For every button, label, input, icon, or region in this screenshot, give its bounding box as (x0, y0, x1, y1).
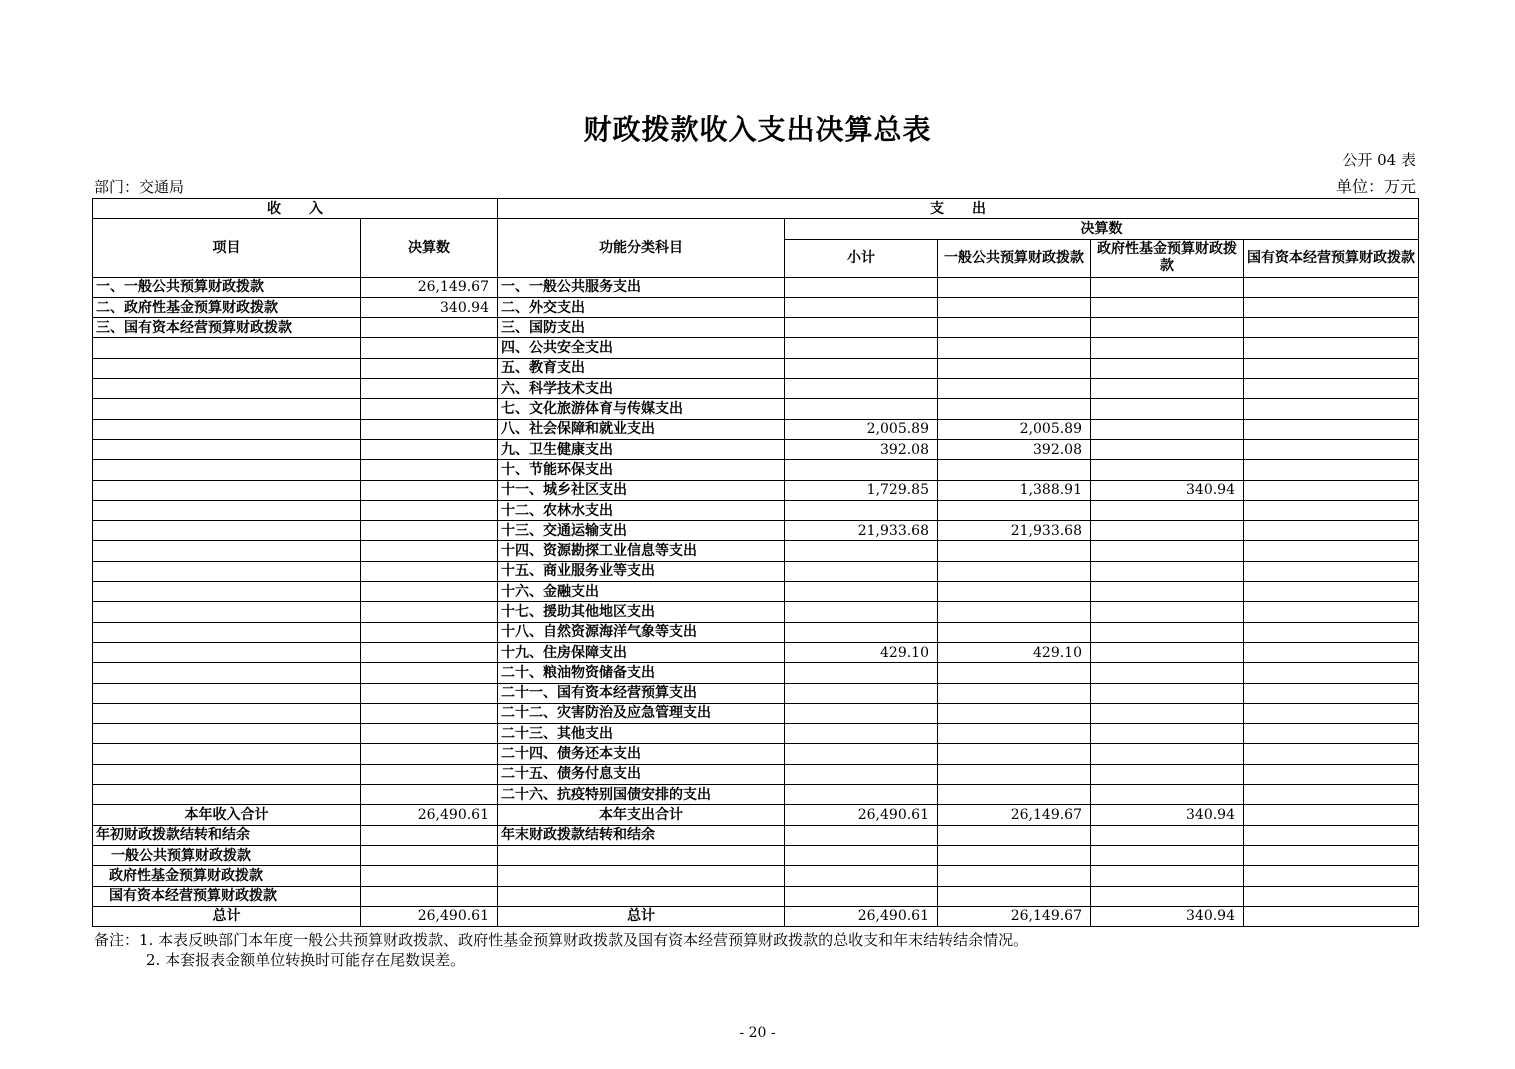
table-row (93, 561, 1419, 581)
amount-cell (938, 845, 1091, 865)
subtotal-cell (785, 602, 938, 622)
function-category-cell: 十一、城乡社区支出 (498, 480, 785, 500)
amount-cell (1091, 825, 1244, 845)
table-row (93, 521, 1419, 541)
function-category-cell: 十四、资源勘探工业信息等支出 (498, 541, 785, 561)
amount-cell (1244, 845, 1419, 865)
function-category-cell: 五、教育支出 (498, 358, 785, 378)
government-fund-cell (1091, 561, 1244, 581)
government-fund-cell (1091, 338, 1244, 358)
general-budget-cell (938, 399, 1091, 419)
table-row (93, 906, 1419, 926)
notes (94, 930, 1028, 970)
state-capital-cell (1244, 297, 1419, 317)
state-capital-cell (1244, 480, 1419, 500)
government-fund-cell (1091, 419, 1244, 439)
government-fund-cell (1091, 318, 1244, 338)
income-item-cell (93, 419, 361, 439)
state-capital-cell (1244, 358, 1419, 378)
state-capital-cell (1244, 277, 1419, 297)
income-item-cell (93, 785, 361, 805)
government-fund-cell (1091, 683, 1244, 703)
table-row (93, 602, 1419, 622)
function-category-cell: 一、一般公共服务支出 (498, 277, 785, 297)
income-amount-cell (361, 845, 498, 865)
general-budget-cell (938, 338, 1091, 358)
table-row (93, 358, 1419, 378)
amount-cell (1244, 886, 1419, 906)
department-label: 部门：交通局 (94, 178, 185, 196)
function-category-cell: 十八、自然资源海洋气象等支出 (498, 622, 785, 642)
general-budget-cell: 1,388.91 (938, 480, 1091, 500)
income-amount-cell (361, 541, 498, 561)
function-category-cell: 六、科学技术支出 (498, 379, 785, 399)
amount-cell (1091, 866, 1244, 886)
table-row (93, 764, 1419, 784)
state-capital-cell (1244, 785, 1419, 805)
carry-forward-sub-item-cell: 政府性基金预算财政拨款 (93, 866, 361, 886)
amount-cell (938, 866, 1091, 886)
state-capital-cell (1244, 602, 1419, 622)
table-row (93, 683, 1419, 703)
government-fund-cell (1091, 785, 1244, 805)
subtotal-cell (785, 358, 938, 378)
subtotal-cell (785, 318, 938, 338)
subtotal-cell: 26,490.61 (785, 805, 938, 825)
function-category-cell: 二十一、国有资本经营预算支出 (498, 683, 785, 703)
state-capital-cell (1244, 744, 1419, 764)
subtotal-cell: 21,933.68 (785, 521, 938, 541)
subtotal-cell: 429.10 (785, 642, 938, 662)
subtotal-cell (785, 622, 938, 642)
income-item-cell (93, 582, 361, 602)
state-capital-cell (1244, 521, 1419, 541)
income-item-cell (93, 683, 361, 703)
general-budget-cell (938, 724, 1091, 744)
subtotal-cell (785, 785, 938, 805)
general-budget-cell (938, 318, 1091, 338)
carry-forward-beginning-cell: 年初财政拨款结转和结余 (93, 825, 361, 845)
income-item-cell: 二、政府性基金预算财政拨款 (93, 297, 361, 317)
function-category-cell: 十五、商业服务业等支出 (498, 561, 785, 581)
function-category-cell: 十二、农林水支出 (498, 500, 785, 520)
amount-cell (785, 866, 938, 886)
budget-summary-table (92, 198, 1419, 927)
function-category-cell: 二十三、其他支出 (498, 724, 785, 744)
income-item-cell (93, 521, 361, 541)
function-category-cell: 二十四、债务还本支出 (498, 744, 785, 764)
general-budget-header: 一般公共预算财政拨款 (938, 239, 1091, 277)
table-row (93, 541, 1419, 561)
final-amount-group-header: 决算数 (785, 219, 1419, 239)
income-amount-cell (361, 439, 498, 459)
state-capital-cell (1244, 460, 1419, 480)
general-budget-cell (938, 277, 1091, 297)
function-category-cell (498, 866, 785, 886)
table-row (93, 886, 1419, 906)
government-fund-cell (1091, 642, 1244, 662)
income-amount-cell (361, 744, 498, 764)
subtotal-cell (785, 744, 938, 764)
subtotal-cell (785, 561, 938, 581)
income-amount-cell (361, 642, 498, 662)
amount-cell (938, 825, 1091, 845)
table-row (93, 399, 1419, 419)
general-budget-cell (938, 663, 1091, 683)
carry-forward-sub-item-cell: 国有资本经营预算财政拨款 (93, 886, 361, 906)
income-amount-cell (361, 866, 498, 886)
function-category-cell: 二十二、灾害防治及应急管理支出 (498, 703, 785, 723)
table-row (93, 419, 1419, 439)
income-item-cell (93, 703, 361, 723)
government-fund-cell (1091, 399, 1244, 419)
income-amount-cell (361, 379, 498, 399)
carry-forward-ending-cell: 年末财政拨款结转和结余 (498, 825, 785, 845)
subtotal-cell (785, 379, 938, 399)
table-row (93, 500, 1419, 520)
table-row (93, 642, 1419, 662)
form-number: 公开 04 表 (1342, 151, 1416, 169)
income-item-cell (93, 500, 361, 520)
income-amount-cell (361, 318, 498, 338)
state-capital-cell (1244, 764, 1419, 784)
table-row (93, 379, 1419, 399)
income-item-cell (93, 724, 361, 744)
subtotal-cell (785, 460, 938, 480)
government-fund-cell (1091, 724, 1244, 744)
general-budget-cell (938, 764, 1091, 784)
function-category-cell: 二十、粮油物资储备支出 (498, 663, 785, 683)
income-item-cell (93, 480, 361, 500)
general-budget-cell: 392.08 (938, 439, 1091, 459)
government-fund-cell (1091, 764, 1244, 784)
income-amount-cell: 26,149.67 (361, 277, 498, 297)
function-category-cell (498, 845, 785, 865)
subtotal-cell (785, 703, 938, 723)
state-capital-cell (1244, 642, 1419, 662)
income-amount-cell (361, 419, 498, 439)
unit-label: 单位：万元 (1335, 177, 1416, 196)
table-row (93, 439, 1419, 459)
subtotal-cell (785, 541, 938, 561)
state-capital-cell (1244, 561, 1419, 581)
government-fund-cell (1091, 439, 1244, 459)
function-category-cell: 三、国防支出 (498, 318, 785, 338)
income-item-cell (93, 379, 361, 399)
table-row (93, 582, 1419, 602)
function-category-cell: 十九、住房保障支出 (498, 642, 785, 662)
state-capital-cell (1244, 805, 1419, 825)
state-capital-cell (1244, 439, 1419, 459)
amount-cell (785, 825, 938, 845)
income-item-cell (93, 663, 361, 683)
table-row (93, 338, 1419, 358)
income-amount-cell (361, 724, 498, 744)
state-capital-cell (1244, 582, 1419, 602)
function-category-cell: 二十五、债务付息支出 (498, 764, 785, 784)
function-category-cell (498, 886, 785, 906)
general-budget-cell (938, 297, 1091, 317)
general-budget-cell: 2,005.89 (938, 419, 1091, 439)
income-item-cell: 总计 (93, 906, 361, 926)
general-budget-cell (938, 500, 1091, 520)
government-fund-cell (1091, 744, 1244, 764)
general-budget-cell (938, 582, 1091, 602)
income-amount-cell (361, 764, 498, 784)
income-amount-cell (361, 663, 498, 683)
income-item-cell (93, 338, 361, 358)
subtotal-cell: 2,005.89 (785, 419, 938, 439)
general-budget-cell (938, 561, 1091, 581)
government-fund-cell (1091, 622, 1244, 642)
government-fund-cell (1091, 663, 1244, 683)
state-capital-header: 国有资本经营预算财政拨款 (1244, 239, 1419, 277)
amount-cell (1244, 866, 1419, 886)
income-amount-cell (361, 582, 498, 602)
function-category-cell: 八、社会保障和就业支出 (498, 419, 785, 439)
state-capital-cell (1244, 906, 1419, 926)
general-budget-cell: 26,149.67 (938, 906, 1091, 926)
income-amount-cell (361, 521, 498, 541)
income-amount-cell (361, 683, 498, 703)
subtotal-cell (785, 683, 938, 703)
amount-cell (785, 886, 938, 906)
state-capital-cell (1244, 724, 1419, 744)
table-row (93, 480, 1419, 500)
state-capital-cell (1244, 318, 1419, 338)
income-item-cell (93, 358, 361, 378)
note-2: 2. 本套报表金额单位转换时可能存在尾数误差。 (146, 951, 466, 969)
general-budget-cell (938, 744, 1091, 764)
income-item-cell (93, 642, 361, 662)
government-fund-cell: 340.94 (1091, 480, 1244, 500)
note-1: 备注：1. 本表反映部门本年度一般公共预算财政拨款、政府性基金预算财政拨款及国有资本经营预算财政拨款的总收支和年末结转结余情况。 (94, 931, 1029, 949)
income-item-cell (93, 460, 361, 480)
income-amount-cell: 340.94 (361, 297, 498, 317)
table-row (93, 297, 1419, 317)
general-budget-cell (938, 541, 1091, 561)
state-capital-cell (1244, 703, 1419, 723)
income-amount-cell: 26,490.61 (361, 906, 498, 926)
general-budget-cell (938, 622, 1091, 642)
government-fund-cell (1091, 582, 1244, 602)
expense-header: 支 出 (498, 199, 1419, 219)
general-budget-cell (938, 703, 1091, 723)
amount-cell (938, 886, 1091, 906)
subtotal-cell (785, 338, 938, 358)
income-amount-cell: 26,490.61 (361, 805, 498, 825)
income-amount-cell (361, 480, 498, 500)
government-fund-cell (1091, 521, 1244, 541)
income-item-cell (93, 561, 361, 581)
subtotal-header: 小计 (785, 239, 938, 277)
function-category-cell: 九、卫生健康支出 (498, 439, 785, 459)
item-header: 项目 (93, 219, 361, 277)
subtotal-cell (785, 764, 938, 784)
table-row (93, 703, 1419, 723)
state-capital-cell (1244, 541, 1419, 561)
table-row (93, 845, 1419, 865)
income-amount-cell (361, 561, 498, 581)
function-category-cell: 七、文化旅游体育与传媒支出 (498, 399, 785, 419)
government-fund-cell (1091, 500, 1244, 520)
general-budget-cell: 21,933.68 (938, 521, 1091, 541)
income-item-cell (93, 764, 361, 784)
income-amount-cell (361, 358, 498, 378)
function-category-cell: 十六、金融支出 (498, 582, 785, 602)
income-amount-cell (361, 399, 498, 419)
table-row (93, 622, 1419, 642)
government-fund-cell (1091, 602, 1244, 622)
government-fund-cell (1091, 358, 1244, 378)
income-amount-cell (361, 785, 498, 805)
general-budget-cell (938, 785, 1091, 805)
income-item-cell: 本年收入合计 (93, 805, 361, 825)
income-item-cell: 一、一般公共预算财政拨款 (93, 277, 361, 297)
government-fund-cell (1091, 703, 1244, 723)
general-budget-cell (938, 358, 1091, 378)
subtotal-cell (785, 277, 938, 297)
subtotal-cell: 26,490.61 (785, 906, 938, 926)
subtotal-cell (785, 297, 938, 317)
state-capital-cell (1244, 663, 1419, 683)
general-budget-cell (938, 460, 1091, 480)
income-item-cell (93, 439, 361, 459)
function-category-cell: 二、外交支出 (498, 297, 785, 317)
income-item-cell (93, 622, 361, 642)
subtotal-cell (785, 582, 938, 602)
state-capital-cell (1244, 500, 1419, 520)
amount-cell (1244, 825, 1419, 845)
income-amount-cell (361, 622, 498, 642)
state-capital-cell (1244, 683, 1419, 703)
table-row (93, 785, 1419, 805)
state-capital-cell (1244, 379, 1419, 399)
subtotal-cell: 392.08 (785, 439, 938, 459)
income-amount-cell (361, 703, 498, 723)
table-row (93, 825, 1419, 845)
general-budget-cell (938, 602, 1091, 622)
subtotal-cell (785, 663, 938, 683)
subtotal-cell (785, 399, 938, 419)
amount-header: 决算数 (361, 219, 498, 277)
table-row (93, 724, 1419, 744)
general-budget-cell (938, 683, 1091, 703)
state-capital-cell (1244, 622, 1419, 642)
amount-cell (1091, 845, 1244, 865)
table-row (93, 277, 1419, 297)
subtotal-cell (785, 724, 938, 744)
function-category-cell: 十、节能环保支出 (498, 460, 785, 480)
income-item-cell (93, 602, 361, 622)
state-capital-cell (1244, 338, 1419, 358)
amount-cell (785, 845, 938, 865)
government-fund-cell (1091, 460, 1244, 480)
income-amount-cell (361, 460, 498, 480)
function-category-cell: 十三、交通运输支出 (498, 521, 785, 541)
function-category-header: 功能分类科目 (498, 219, 785, 277)
page-number: - 20 - (739, 1025, 776, 1041)
government-fund-cell (1091, 379, 1244, 399)
table-row (93, 805, 1419, 825)
function-category-cell: 总计 (498, 906, 785, 926)
income-amount-cell (361, 338, 498, 358)
function-category-cell: 本年支出合计 (498, 805, 785, 825)
table-row (93, 318, 1419, 338)
income-amount-cell (361, 825, 498, 845)
government-fund-header: 政府性基金预算财政拨款 (1091, 239, 1244, 277)
carry-forward-sub-item-cell: 一般公共预算财政拨款 (93, 845, 361, 865)
function-category-cell: 十七、援助其他地区支出 (498, 602, 785, 622)
function-category-cell: 二十六、抗疫特别国债安排的支出 (498, 785, 785, 805)
state-capital-cell (1244, 399, 1419, 419)
government-fund-cell (1091, 541, 1244, 561)
subtotal-cell: 1,729.85 (785, 480, 938, 500)
page-title: 财政拨款收入支出决算总表 (583, 113, 932, 146)
income-amount-cell (361, 602, 498, 622)
state-capital-cell (1244, 419, 1419, 439)
table-row (93, 866, 1419, 886)
income-item-cell (93, 744, 361, 764)
general-budget-cell: 26,149.67 (938, 805, 1091, 825)
table-row (93, 663, 1419, 683)
income-item-cell (93, 399, 361, 419)
income-item-cell: 三、国有资本经营预算财政拨款 (93, 318, 361, 338)
government-fund-cell: 340.94 (1091, 906, 1244, 926)
government-fund-cell: 340.94 (1091, 805, 1244, 825)
general-budget-cell (938, 379, 1091, 399)
government-fund-cell (1091, 297, 1244, 317)
amount-cell (1091, 886, 1244, 906)
income-item-cell (93, 541, 361, 561)
income-amount-cell (361, 500, 498, 520)
general-budget-cell: 429.10 (938, 642, 1091, 662)
function-category-cell: 四、公共安全支出 (498, 338, 785, 358)
income-header: 收 入 (93, 199, 498, 219)
subtotal-cell (785, 500, 938, 520)
table-row (93, 744, 1419, 764)
table-row (93, 460, 1419, 480)
government-fund-cell (1091, 277, 1244, 297)
income-amount-cell (361, 886, 498, 906)
